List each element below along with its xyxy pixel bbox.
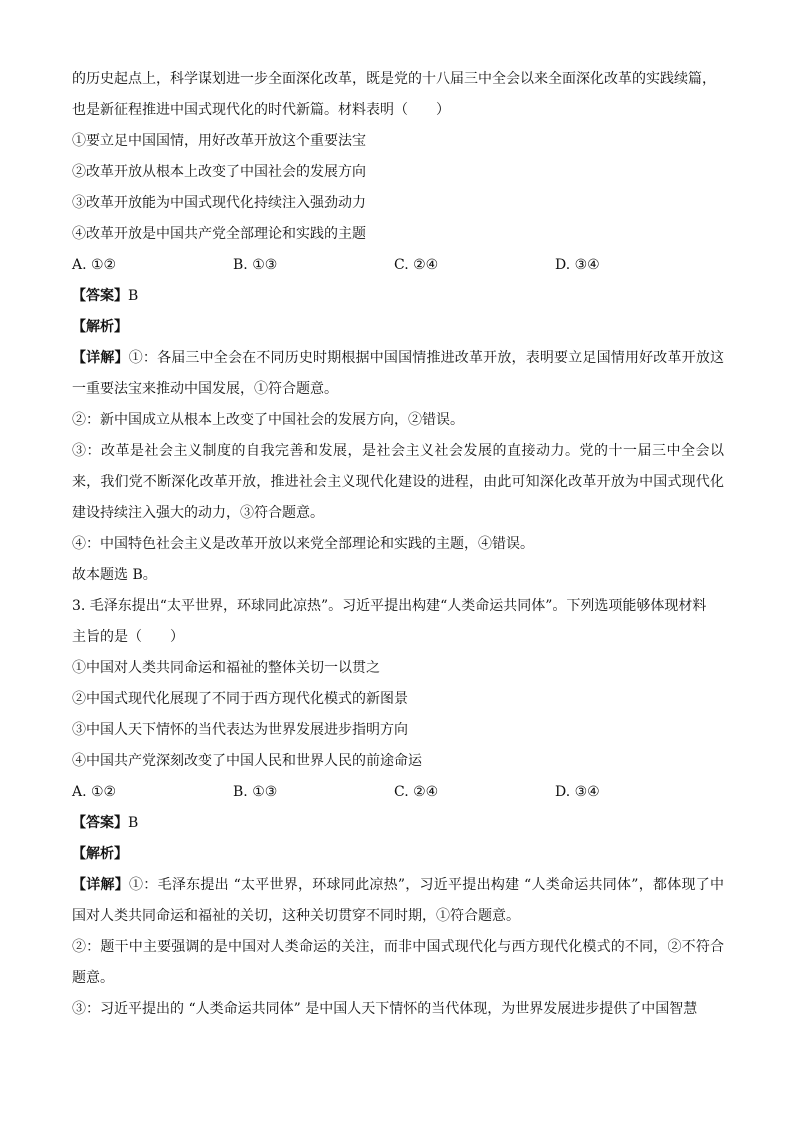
analysis-heading — [72, 839, 724, 870]
option-b: B. ①③ — [233, 257, 278, 273]
question-stem-line: 主旨的是（ ） — [72, 629, 184, 645]
choice-statement-2: ②改革开放从根本上改变了中国社会的发展方向 — [72, 164, 366, 180]
detail-text: ①：各届三中全会在不同历史时期根据中国国情推进改革开放，表明要立足国情用好改革开放这一重要法宝来推动中国发展，①符合题意。 — [72, 350, 725, 397]
option-d: D. ③④ — [555, 784, 600, 800]
option-c: C. ②④ — [394, 257, 439, 273]
conclusion-line: 故本题选 B。 — [72, 567, 157, 583]
answer-value: B — [128, 815, 139, 831]
answer-line — [72, 808, 724, 839]
question-stem-line: 3. 毛泽东提出“太平世界，环球同此凉热”。习近平提出构建“人类命运共同体”。下列选项能够体现材料 — [72, 598, 707, 614]
option-c: C. ②④ — [394, 784, 439, 800]
detail-paragraph-3: ③：习近平提出的 “人类命运共同体” 是中国人天下情怀的当代体现，为世界发展进步提供了中国智慧 — [72, 1001, 698, 1017]
detail-paragraph-2: ②：新中国成立从根本上改变了中国社会的发展方向，②错误。 — [72, 412, 464, 428]
detail-paragraph-3: ③：改革是社会主义制度的自我完善和发展，是社会主义社会发展的直接动力。党的十一届三中全会以来，我们党不断深化改革开放，推进社会主义现代化建设的进程，由此可知深化改革开放为中国式现代化建设持续注入强大的动力，③符合题意。 — [72, 443, 724, 521]
detail-text: ①：毛泽东提出 “太平世界，环球同此凉热”，习近平提出构建 “人类命运共同体”，都体现了中国对人类共同命运和福祉的关切，这种关切贯穿不同时期，①符合题意。 — [72, 877, 725, 924]
analysis-tag: 【解析】 — [72, 846, 128, 862]
option-b: B. ①③ — [233, 784, 278, 800]
option-a: A. ①② — [72, 784, 117, 800]
choice-statement-1: ①中国对人类共同命运和福祉的整体关切一以贯之 — [72, 660, 380, 676]
choice-statement-1: ①要立足中国国情，用好改革开放这个重要法宝 — [72, 133, 366, 149]
answer-line — [72, 281, 724, 312]
answer-options — [72, 777, 724, 808]
choice-statement-2: ②中国式现代化展现了不同于西方现代化模式的新图景 — [72, 691, 408, 707]
detail-paragraph-1 — [72, 343, 724, 405]
choice-statement-3: ③中国人天下情怀的当代表达为世界发展进步指明方向 — [72, 722, 408, 738]
detail-tag: 【详解】 — [72, 350, 129, 366]
answer-value: B — [128, 288, 139, 304]
choice-statement-4: ④改革开放是中国共产党全部理论和实践的主题 — [72, 226, 366, 242]
detail-tag: 【详解】 — [72, 877, 130, 893]
detail-paragraph-4: ④：中国特色社会主义是改革开放以来党全部理论和实践的主题，④错误。 — [72, 536, 534, 552]
answer-tag: 【答案】 — [72, 815, 128, 831]
choice-statement-4: ④中国共产党深刻改变了中国人民和世界人民的前途命运 — [72, 753, 422, 769]
detail-paragraph-2: ②：题干中主要强调的是中国对人类命运的关注，而非中国式现代化与西方现代化模式的不同，②不符合题意。 — [72, 939, 724, 986]
document-page — [72, 64, 724, 1025]
analysis-heading — [72, 312, 724, 343]
detail-paragraph-1 — [72, 870, 724, 932]
question-stem-line: 的历史起点上，科学谋划进一步全面深化改革，既是党的十八届三中全会以来全面深化改革的实践续篇， — [72, 71, 716, 87]
answer-options — [72, 250, 724, 281]
choice-statement-3: ③改革开放能为中国式现代化持续注入强劲动力 — [72, 195, 366, 211]
analysis-tag: 【解析】 — [72, 319, 128, 335]
option-d: D. ③④ — [555, 257, 600, 273]
question-stem-line: 也是新征程推进中国式现代化的时代新篇。材料表明（ ） — [72, 102, 450, 118]
answer-tag: 【答案】 — [72, 288, 128, 304]
option-a: A. ①② — [72, 257, 117, 273]
